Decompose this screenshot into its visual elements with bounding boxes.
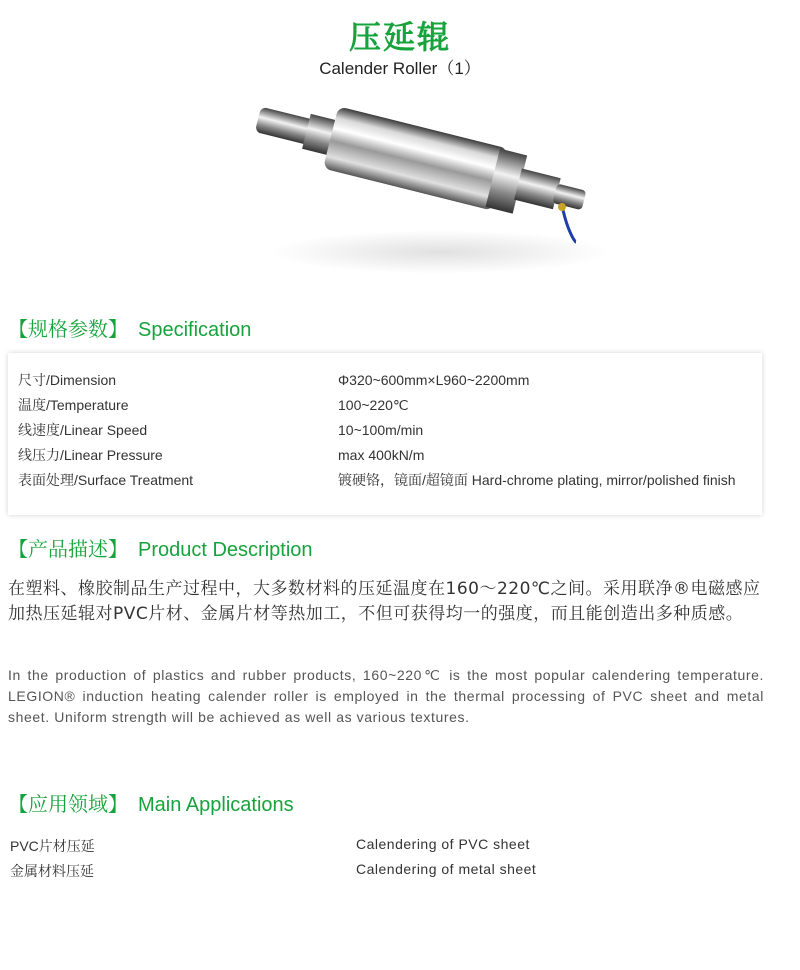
- specification-heading-cn: 【规格参数】: [8, 317, 128, 341]
- application-key: PVC片材压延: [10, 838, 95, 854]
- page-title-cn: 压延辊: [348, 18, 451, 56]
- calender-roller-image: [230, 92, 610, 282]
- specification-table: [8, 353, 762, 515]
- spec-value: 100~220℃: [338, 397, 409, 413]
- description-text-en: In the production of plastics and rubber products, 160~220℃ is the most popular calendering temperature. LEGION® induction heating calender roller is employed in the thermal processing of PVC sheet and metal sheet. Uniform strength will be achieved as well as various textures.: [8, 667, 764, 725]
- spec-value: max 400kN/m: [338, 447, 425, 463]
- description-text-cn: 在塑料、橡胶制品生产过程中，大多数材料的压延温度在160～220℃之间。采用联净®电磁感应加热压延辊对PVC片材、金属片材等热加工，不但可获得均一的强度，而且能创造出多种质感。: [8, 579, 761, 624]
- description-heading: [8, 533, 313, 562]
- spec-value: Φ320~600mm×L960~2200mm: [338, 372, 530, 388]
- specification-heading-en: Specification: [138, 319, 252, 341]
- spec-key: 表面处理/Surface Treatment: [18, 472, 194, 488]
- spec-value: 10~100m/min: [338, 422, 424, 438]
- spec-key: 尺寸/Dimension: [18, 372, 117, 388]
- description-heading-en: Product Description: [138, 539, 313, 561]
- spec-value: 镀硬铬，镜面/超镜面 Hard-chrome plating, mirror/polished finish: [338, 472, 736, 488]
- page-title-en: Calender Roller（1）: [319, 59, 481, 78]
- application-value: Calendering of PVC sheet: [356, 836, 530, 852]
- application-key: 金属材料压延: [10, 863, 94, 879]
- applications-heading: [8, 788, 294, 817]
- spec-key: 线速度/Linear Speed: [18, 422, 148, 438]
- specification-heading: [8, 313, 251, 342]
- application-value: Calendering of metal sheet: [356, 861, 537, 877]
- applications-heading-cn: 【应用领域】: [8, 792, 128, 816]
- spec-key: 温度/Temperature: [18, 397, 129, 413]
- applications-heading-en: Main Applications: [138, 794, 294, 816]
- spec-key: 线压力/Linear Pressure: [18, 447, 163, 463]
- description-heading-cn: 【产品描述】: [8, 537, 128, 561]
